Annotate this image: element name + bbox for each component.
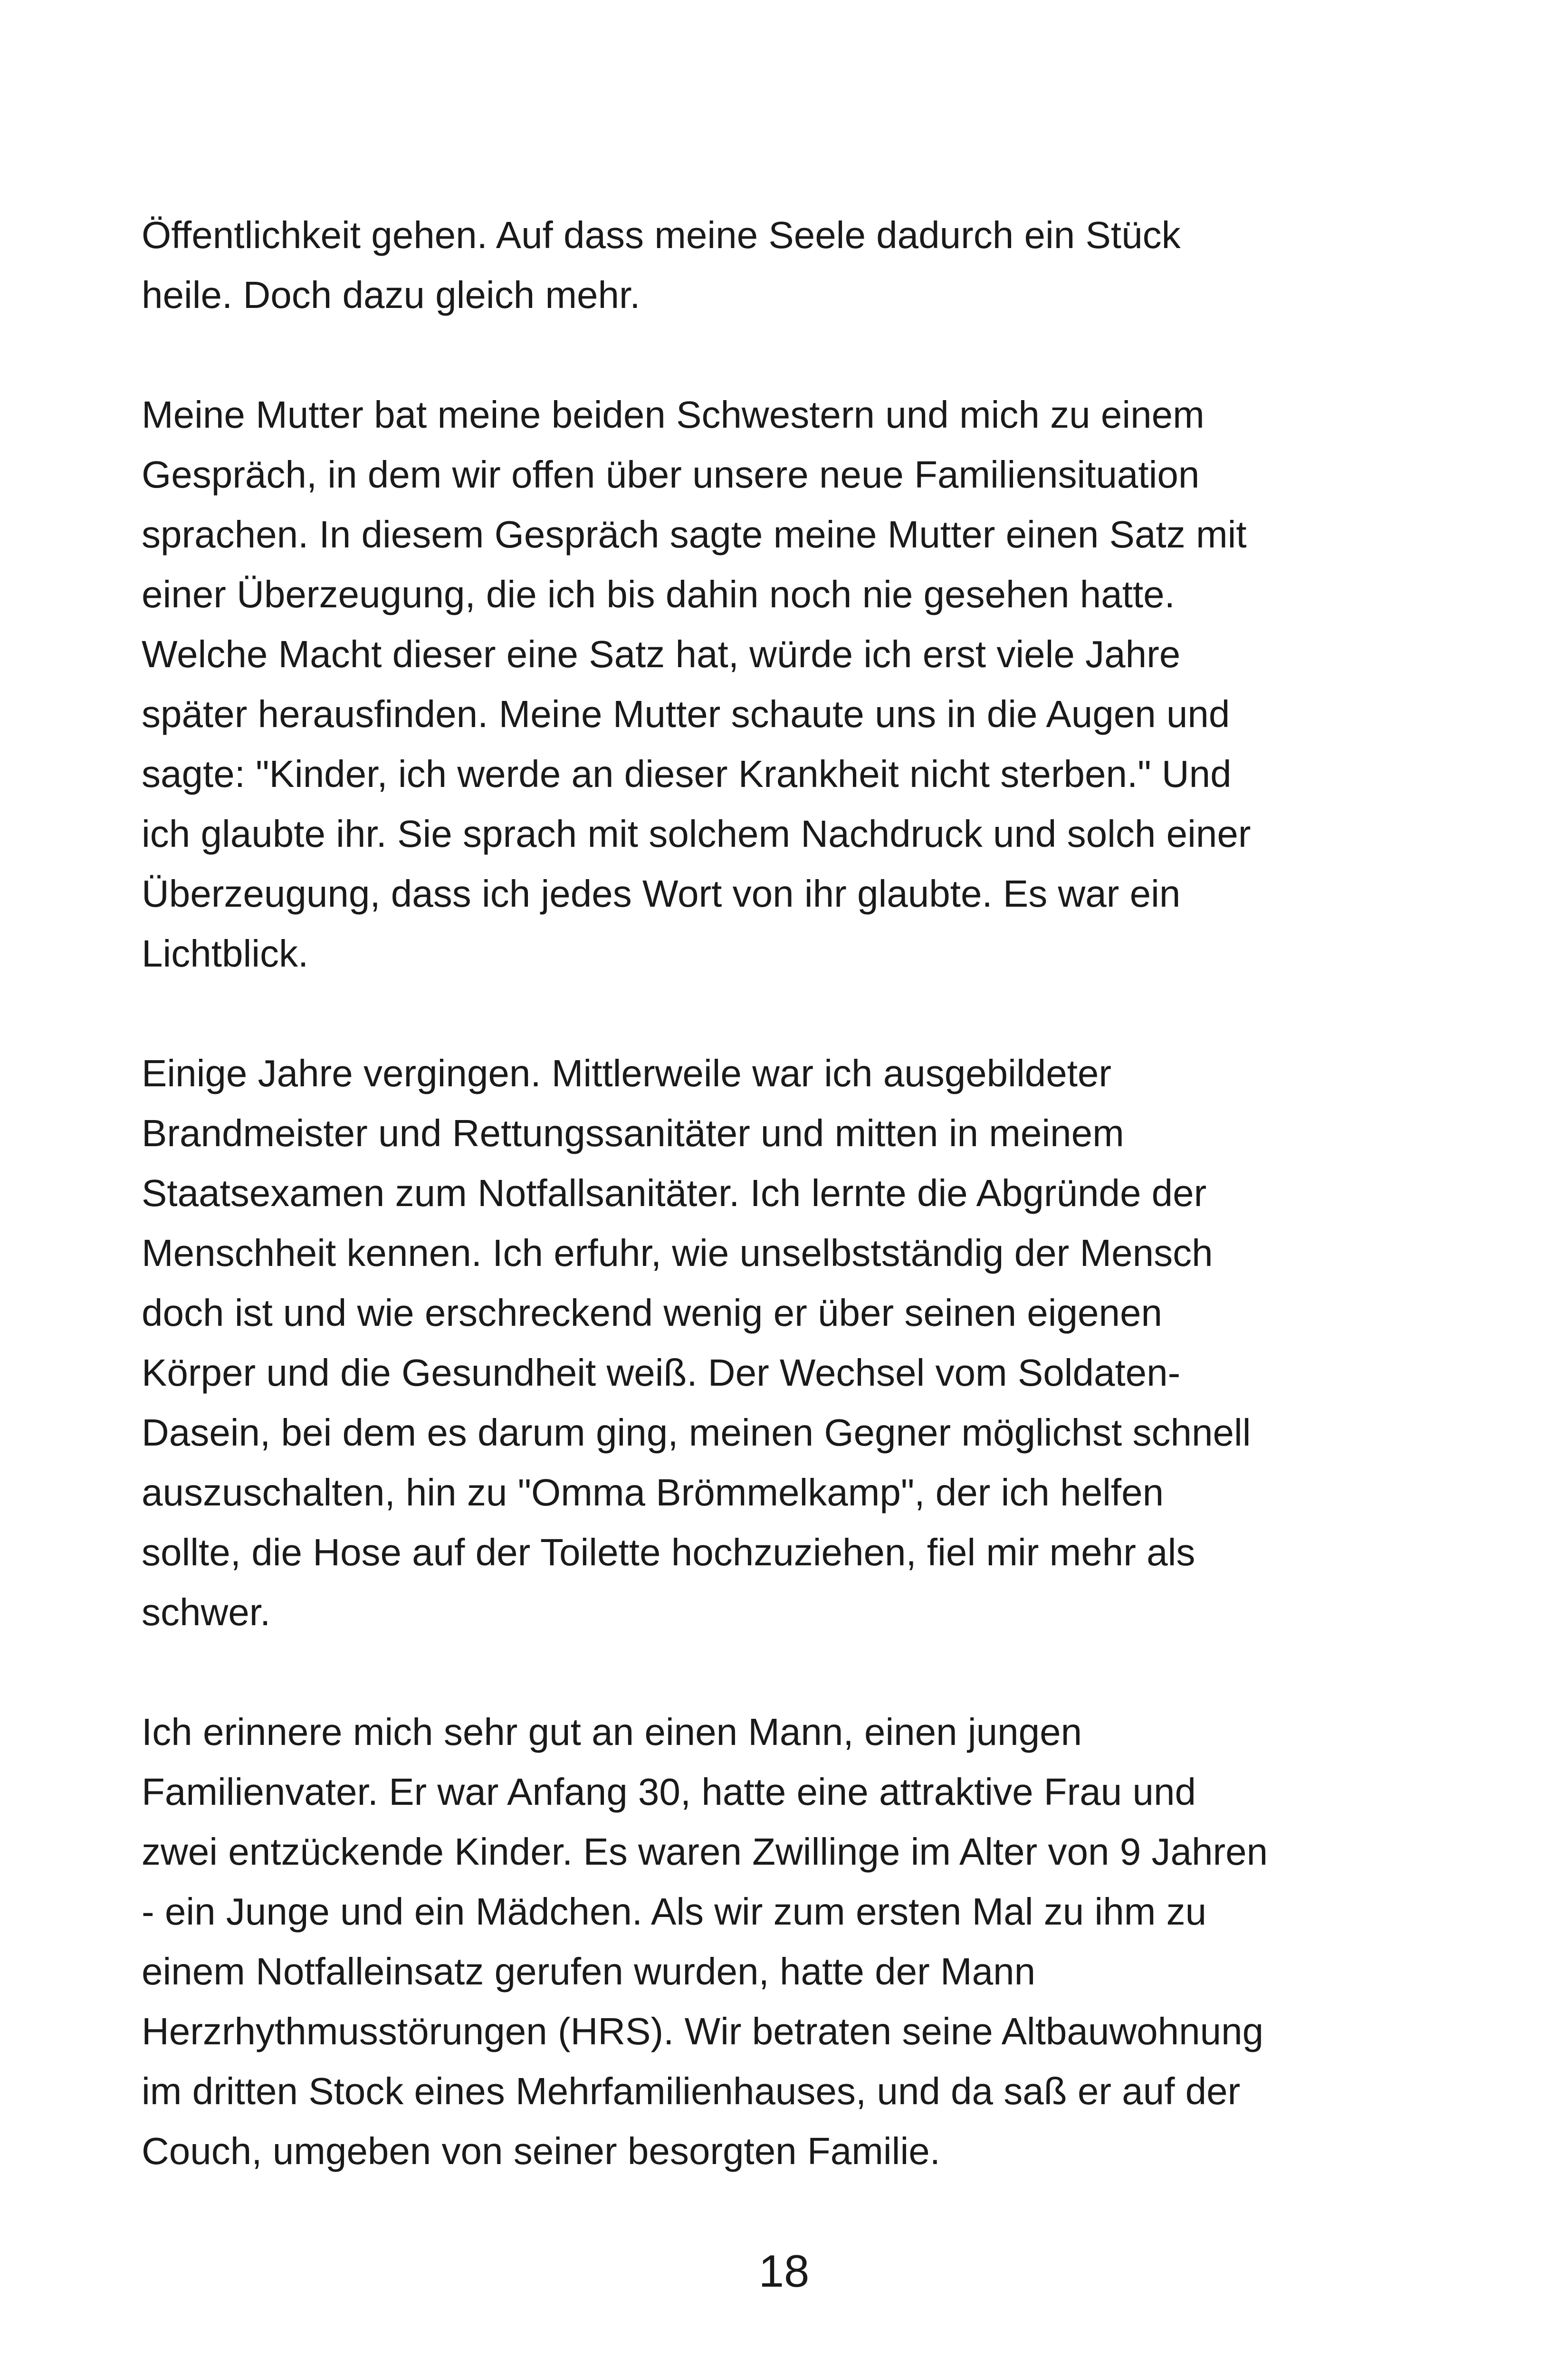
text-line: Einige Jahre vergingen. Mittlerweile war ich ausgebildeter xyxy=(142,1052,1112,1094)
text-line: Gespräch, in dem wir offen über unsere neue Familiensituation xyxy=(142,453,1200,496)
text-line: - ein Junge und ein Mädchen. Als wir zum ersten Mal zu ihm zu xyxy=(142,1890,1207,1933)
text-line: Lichtblick. xyxy=(142,932,309,975)
text-line: doch ist und wie erschreckend wenig er über seinen eigenen xyxy=(142,1292,1163,1334)
paragraph-gap xyxy=(142,984,1339,1044)
paragraph-gap xyxy=(142,325,1339,385)
text-line: sollte, die Hose auf der Toilette hochzuziehen, fiel mir mehr als xyxy=(142,1531,1195,1573)
paragraph-4 xyxy=(142,1702,1339,2181)
text-line: Meine Mutter bat meine beiden Schwestern und mich zu einem xyxy=(142,393,1205,436)
text-line: heile. Doch dazu gleich mehr. xyxy=(142,274,641,316)
text-line: Herzrhythmusstörungen (HRS). Wir betraten seine Altbauwohnung xyxy=(142,2010,1264,2052)
text-line: Brandmeister und Rettungssanitäter und mitten in meinem xyxy=(142,1112,1124,1154)
text-line: Öffentlichkeit gehen. Auf dass meine Seele dadurch ein Stück xyxy=(142,214,1181,256)
body-text xyxy=(142,205,1339,2181)
paragraph-2 xyxy=(142,385,1339,984)
text-line: zwei entzückende Kinder. Es waren Zwillinge im Alter von 9 Jahren xyxy=(142,1830,1268,1873)
text-line: Körper und die Gesundheit weiß. Der Wechsel vom Soldaten- xyxy=(142,1351,1181,1394)
text-line: sprachen. In diesem Gespräch sagte meine Mutter einen Satz mit xyxy=(142,513,1247,556)
text-line: sagte: "Kinder, ich werde an dieser Krankheit nicht sterben." Und xyxy=(142,753,1232,795)
paragraph-gap xyxy=(142,1642,1339,1702)
page-number: 18 xyxy=(758,2246,810,2297)
text-line: Menschheit kennen. Ich erfuhr, wie unselbstständig der Mensch xyxy=(142,1232,1213,1274)
text-line: später herausfinden. Meine Mutter schaute uns in die Augen und xyxy=(142,693,1230,735)
text-line: Couch, umgeben von seiner besorgten Familie. xyxy=(142,2130,940,2172)
text-line: Staatsexamen zum Notfallsanitäter. Ich lernte die Abgründe der xyxy=(142,1172,1207,1214)
text-line: Dasein, bei dem es darum ging, meinen Gegner möglichst schnell xyxy=(142,1411,1251,1454)
text-line: einem Notfalleinsatz gerufen wurden, hatte der Mann xyxy=(142,1950,1036,1993)
text-line: Überzeugung, dass ich jedes Wort von ihr glaubte. Es war ein xyxy=(142,872,1181,915)
text-line: im dritten Stock eines Mehrfamilienhauses, und da saß er auf der xyxy=(142,2070,1241,2112)
text-line: ich glaubte ihr. Sie sprach mit solchem Nachdruck und solch einer xyxy=(142,813,1251,855)
text-line: auszuschalten, hin zu "Omma Brömmelkamp", der ich helfen xyxy=(142,1471,1164,1514)
text-line: einer Überzeugung, die ich bis dahin noch nie gesehen hatte. xyxy=(142,573,1175,615)
text-line: schwer. xyxy=(142,1591,271,1633)
paragraph-3 xyxy=(142,1044,1339,1642)
text-line: Ich erinnere mich sehr gut an einen Mann, einen jungen xyxy=(142,1711,1082,1753)
text-line: Familienvater. Er war Anfang 30, hatte eine attraktive Frau und xyxy=(142,1771,1196,1813)
text-line: Welche Macht dieser eine Satz hat, würde ich erst viele Jahre xyxy=(142,633,1181,675)
paragraph-1 xyxy=(142,205,1339,325)
